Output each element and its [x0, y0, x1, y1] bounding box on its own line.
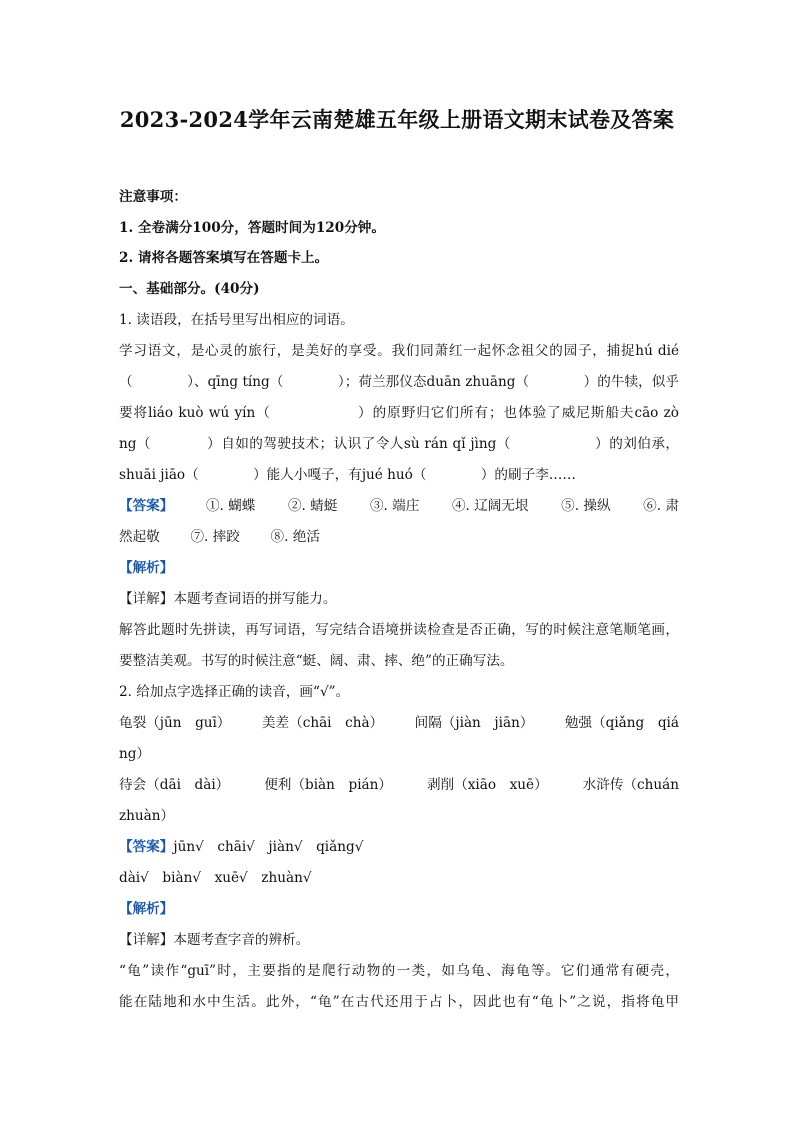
answer-item: ③. 端庄	[369, 498, 420, 514]
pinyin-option: 便利（biàn pián）	[264, 777, 393, 793]
detail-line: 能在陆地和水中生活。此外，“龟”在古代还用于占卜，因此也有“龟卜”之说，指将龟甲	[119, 994, 679, 1010]
detail-heading: 【详解】本题考查字音的辨析。	[119, 932, 310, 948]
question-1-answer-row	[119, 527, 679, 547]
question-2-options-cont: zhuàn）	[119, 808, 175, 824]
answer-item: ⑤. 操纵	[561, 498, 611, 514]
question-1-text-line: ng（ ）自如的驾驶技术；认识了令人sù rán qǐ jìng（ ）的刘伯承，	[119, 436, 679, 452]
question-1-text-line: 学习语文，是心灵的旅行，是美好的享受。我们同萧红一起怀念祖父的园子，捕捉hú dié	[119, 343, 679, 359]
question-2-options-row	[119, 775, 679, 795]
question-2-options-cont: ng）	[119, 746, 151, 762]
pinyin-option: 间隔（jiàn jiān）	[414, 715, 534, 731]
notes-heading: 注意事项：	[119, 189, 187, 205]
pinyin-option: 龟裂（jūn guī）	[119, 715, 231, 731]
detail-line: 要整洁美观。书写的时候注意“蜓、阔、肃、摔、绝”的正确写法。	[119, 653, 514, 669]
note-1: 1. 全卷满分100分，答题时间为120分钟。	[119, 220, 385, 236]
answer-item: ④. 辽阔无垠	[451, 498, 529, 514]
question-1-text-line: 要将liáo kuò wú yín（ ）的原野归它们所有；也体验了威尼斯船夫cāo zò	[119, 405, 679, 421]
answer-label: 【答案】	[119, 498, 174, 514]
question-2-options-row	[119, 713, 679, 733]
pinyin-option: 美差（chāi chà）	[261, 715, 384, 731]
detail-line: 解答此题时先拼读，再写词语，写完结合语境拼读检查是否正确，写的时候注意笔顺笔画，	[119, 622, 679, 638]
pinyin-option: 剥削（xiāo xuē）	[426, 777, 548, 793]
answer-item: ②. 蜻蜓	[287, 498, 338, 514]
detail-line: “龟”读作“guī”时，主要指的是爬行动物的一类，如乌龟、海龟等。它们通常有硬壳，	[119, 963, 679, 979]
question-1-answer-row	[119, 496, 679, 516]
analysis-label: 【解析】	[119, 901, 174, 917]
answer-text: jūn√ chāi√ jiàn√ qiǎng√	[173, 839, 364, 855]
question-1-text-line: shuāi jiāo（ ）能人小嘎子，有jué huó（ ）的刷子李……	[119, 467, 576, 483]
page-title: 2023-2024学年云南楚雄五年级上册语文期末试卷及答案	[119, 107, 675, 132]
question-2-answer-row	[119, 837, 679, 857]
question-2-answer-row: dài√ biàn√ xuē√ zhuàn√	[119, 870, 312, 886]
analysis-label: 【解析】	[119, 560, 174, 576]
pinyin-option: 水浒传（chuán	[582, 777, 679, 793]
question-1-text-line: （ ）、qīng tíng（ ）；荷兰那仪态duān zhuāng（ ）的牛犊，似乎	[119, 374, 679, 390]
question-1-prompt: 1. 读语段，在括号里写出相应的词语。	[119, 312, 354, 328]
question-2-prompt: 2. 给加点字选择正确的读音，画“√”。	[119, 684, 350, 700]
detail-heading: 【详解】本题考查词语的拼写能力。	[119, 591, 337, 607]
answer-item: ⑦. 摔跤	[190, 529, 240, 545]
answer-item: ⑥. 肃	[643, 498, 679, 514]
answer-item: ①. 蝴蝶	[205, 498, 256, 514]
answer-item: ⑧. 绝活	[270, 529, 320, 545]
answer-label: 【答案】	[119, 839, 174, 855]
answer-item: 然起敬	[119, 529, 160, 545]
section-heading: 一、基础部分。(40分)	[119, 281, 260, 297]
pinyin-option: 待会（dāi dài）	[119, 777, 230, 793]
pinyin-option: 勉强（qiǎng qiá	[564, 715, 679, 731]
note-2: 2. 请将各题答案填写在答题卡上。	[119, 250, 329, 266]
